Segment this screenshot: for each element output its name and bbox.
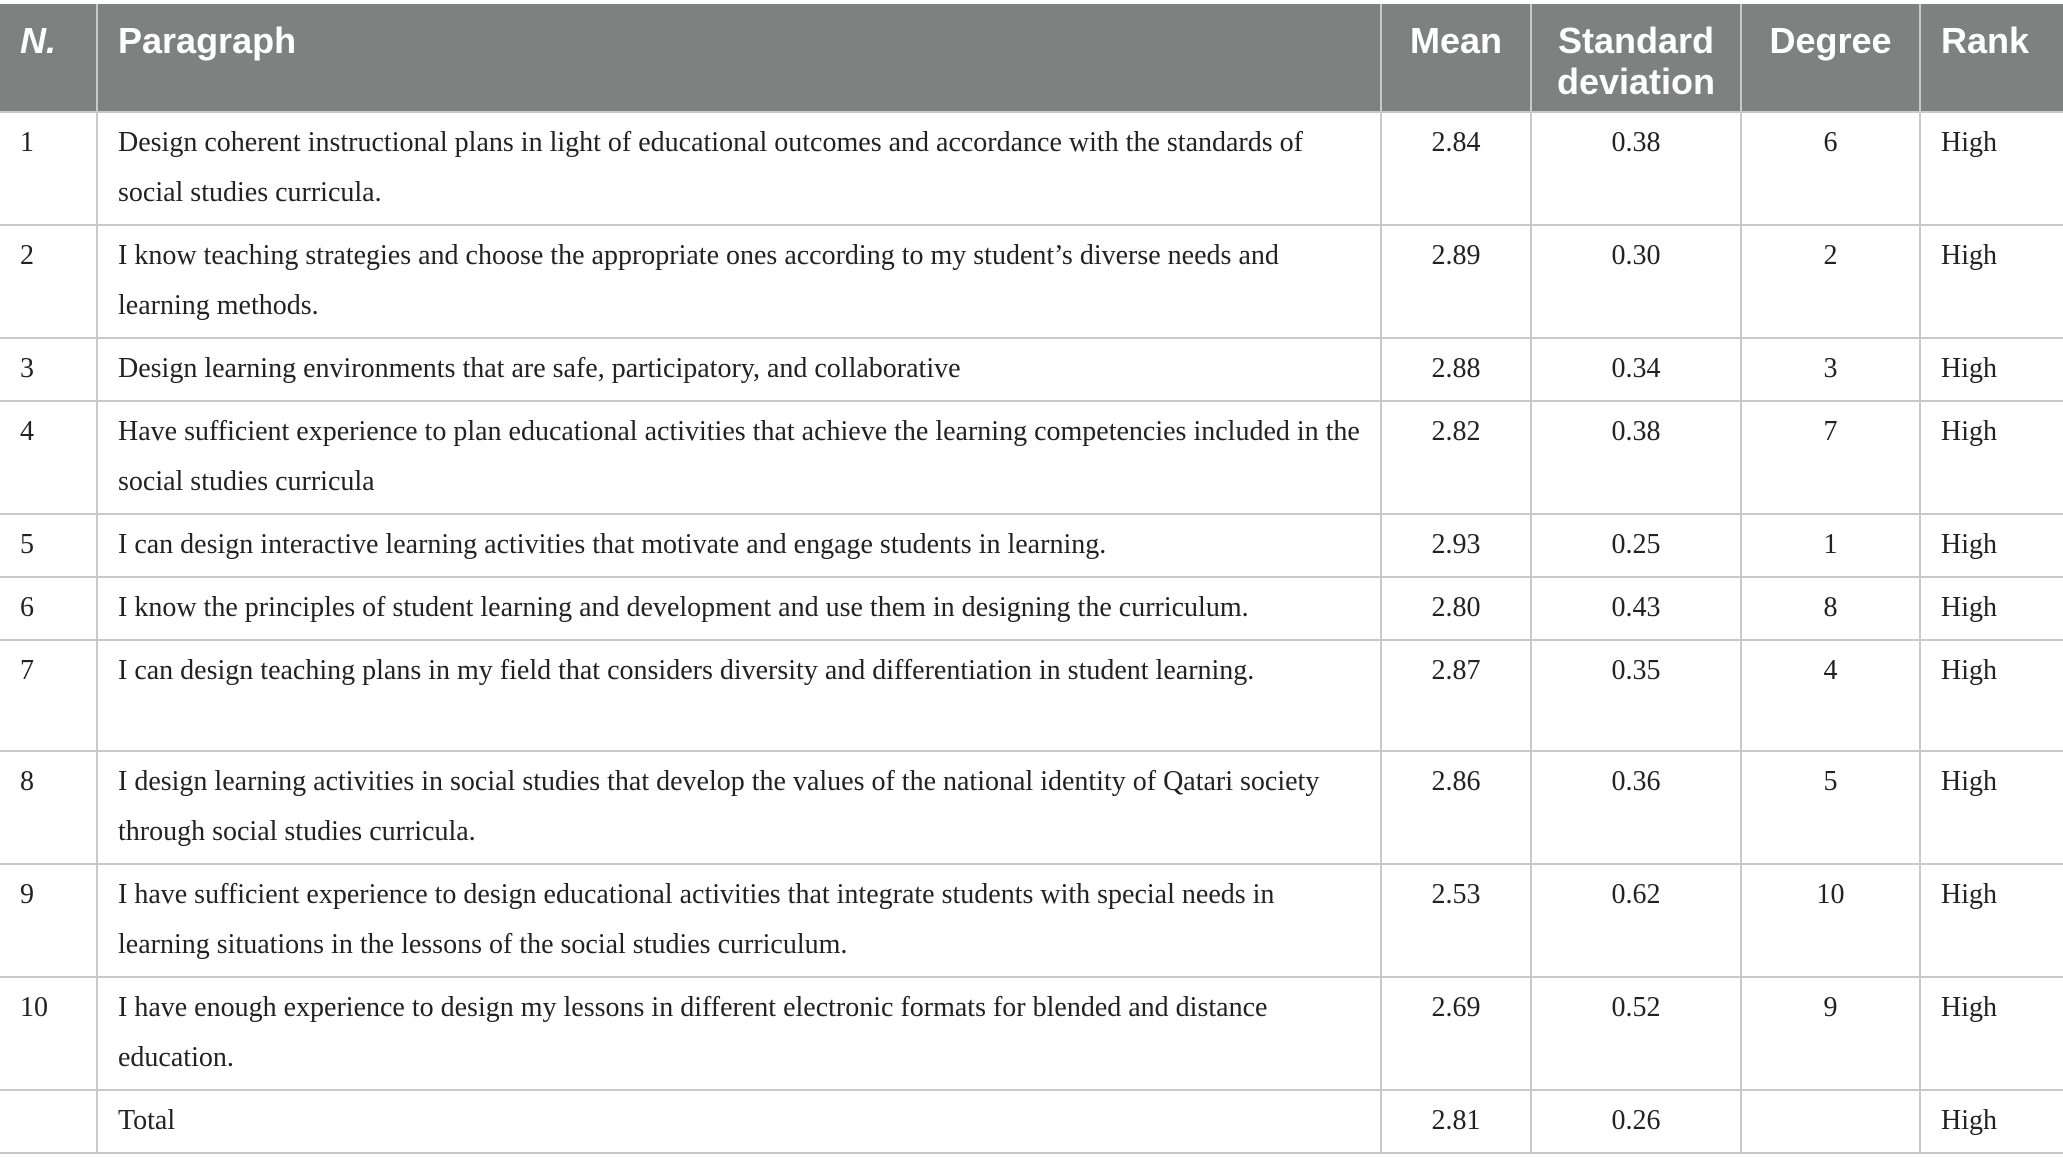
cell-paragraph: I can design interactive learning activities that motivate and engage students in learning. [97, 514, 1381, 577]
cell-standard-deviation: 0.35 [1531, 640, 1741, 751]
cell-degree: 1 [1741, 514, 1920, 577]
cell-paragraph: I have sufficient experience to design educational activities that integrate students with special needs in learning situations in the lessons of the social studies curriculum. [97, 864, 1381, 977]
cell-mean: 2.69 [1381, 977, 1531, 1090]
table-row [0, 577, 2063, 640]
cell-n: 8 [0, 751, 97, 864]
header-degree: Degree [1741, 4, 1920, 112]
cell-paragraph: I know the principles of student learning and development and use them in designing the curriculum. [97, 577, 1381, 640]
total-standard-deviation: 0.26 [1531, 1090, 1741, 1153]
header-paragraph: Paragraph [97, 4, 1381, 112]
cell-mean: 2.82 [1381, 401, 1531, 514]
cell-standard-deviation: 0.25 [1531, 514, 1741, 577]
total-degree [1741, 1090, 1920, 1153]
cell-paragraph: I design learning activities in social studies that develop the values of the national identity of Qatari society through social studies curricula. [97, 751, 1381, 864]
header-row [0, 4, 2063, 112]
cell-degree: 9 [1741, 977, 1920, 1090]
cell-mean: 2.87 [1381, 640, 1531, 751]
cell-n: 3 [0, 338, 97, 401]
header-rank: Rank [1920, 4, 2063, 112]
cell-standard-deviation: 0.30 [1531, 225, 1741, 338]
table-row [0, 751, 2063, 864]
cell-degree: 5 [1741, 751, 1920, 864]
cell-mean: 2.86 [1381, 751, 1531, 864]
cell-standard-deviation: 0.34 [1531, 338, 1741, 401]
cell-degree: 10 [1741, 864, 1920, 977]
table-row [0, 514, 2063, 577]
cell-paragraph: Have sufficient experience to plan educational activities that achieve the learning competencies included in the social studies curricula [97, 401, 1381, 514]
cell-mean: 2.93 [1381, 514, 1531, 577]
cell-rank: High [1920, 514, 2063, 577]
cell-n: 1 [0, 112, 97, 225]
cell-n: 7 [0, 640, 97, 751]
cell-n: 6 [0, 577, 97, 640]
table-row [0, 112, 2063, 225]
cell-rank: High [1920, 751, 2063, 864]
table-body [0, 112, 2063, 1153]
cell-n: 4 [0, 401, 97, 514]
table-row [0, 225, 2063, 338]
cell-n: 2 [0, 225, 97, 338]
cell-n: 10 [0, 977, 97, 1090]
cell-rank: High [1920, 225, 2063, 338]
cell-degree: 6 [1741, 112, 1920, 225]
cell-standard-deviation: 0.52 [1531, 977, 1741, 1090]
cell-degree: 7 [1741, 401, 1920, 514]
cell-mean: 2.89 [1381, 225, 1531, 338]
total-mean: 2.81 [1381, 1090, 1531, 1153]
total-row [0, 1090, 2063, 1153]
table-row [0, 401, 2063, 514]
cell-degree: 4 [1741, 640, 1920, 751]
cell-paragraph: I can design teaching plans in my field that considers diversity and differentiation in student learning. [97, 640, 1381, 751]
cell-mean: 2.53 [1381, 864, 1531, 977]
cell-mean: 2.88 [1381, 338, 1531, 401]
cell-standard-deviation: 0.38 [1531, 401, 1741, 514]
cell-paragraph: I have enough experience to design my lessons in different electronic formats for blended and distance education. [97, 977, 1381, 1090]
header-standard-deviation: Standard deviation [1531, 4, 1741, 112]
cell-rank: High [1920, 577, 2063, 640]
cell-paragraph: I know teaching strategies and choose the appropriate ones according to my student’s diverse needs and learning methods. [97, 225, 1381, 338]
cell-mean: 2.84 [1381, 112, 1531, 225]
cell-standard-deviation: 0.62 [1531, 864, 1741, 977]
cell-rank: High [1920, 112, 2063, 225]
cell-paragraph: Design coherent instructional plans in light of educational outcomes and accordance with the standards of social studies curricula. [97, 112, 1381, 225]
total-label: Total [97, 1090, 1381, 1153]
cell-standard-deviation: 0.36 [1531, 751, 1741, 864]
table-row [0, 977, 2063, 1090]
total-n [0, 1090, 97, 1153]
cell-rank: High [1920, 640, 2063, 751]
results-table [0, 4, 2063, 1154]
table-header [0, 4, 2063, 112]
header-mean: Mean [1381, 4, 1531, 112]
cell-n: 9 [0, 864, 97, 977]
cell-rank: High [1920, 338, 2063, 401]
cell-standard-deviation: 0.43 [1531, 577, 1741, 640]
cell-rank: High [1920, 864, 2063, 977]
cell-paragraph: Design learning environments that are safe, participatory, and collaborative [97, 338, 1381, 401]
cell-degree: 3 [1741, 338, 1920, 401]
table-row [0, 640, 2063, 751]
header-n: N. [0, 4, 97, 112]
total-rank: High [1920, 1090, 2063, 1153]
cell-degree: 8 [1741, 577, 1920, 640]
table-row [0, 338, 2063, 401]
cell-standard-deviation: 0.38 [1531, 112, 1741, 225]
cell-degree: 2 [1741, 225, 1920, 338]
cell-mean: 2.80 [1381, 577, 1531, 640]
cell-rank: High [1920, 401, 2063, 514]
cell-n: 5 [0, 514, 97, 577]
cell-rank: High [1920, 977, 2063, 1090]
table-row [0, 864, 2063, 977]
